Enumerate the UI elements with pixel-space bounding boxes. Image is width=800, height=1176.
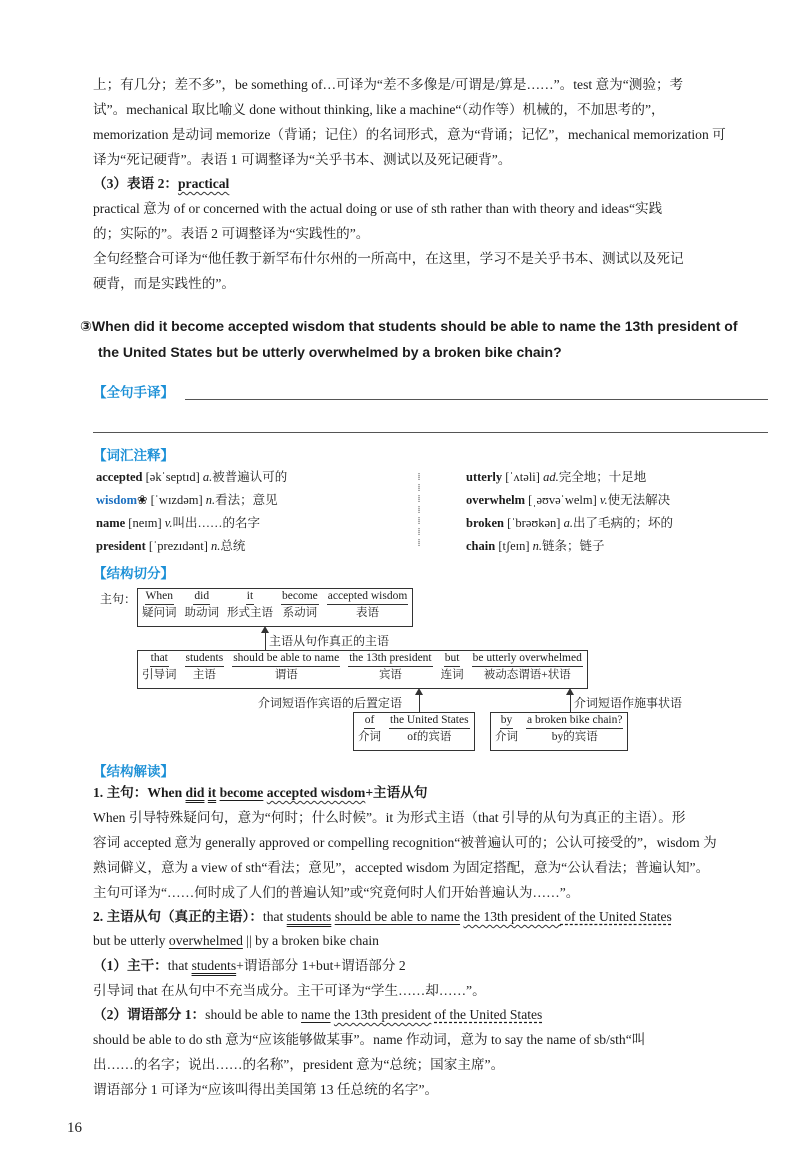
vocab-entry: overwhelm [ˌəʊvəˈwelm] v.使无法解决 <box>466 493 671 507</box>
translation-heading: 【全句手译】 <box>93 385 174 400</box>
intro-line: 全句经整合可译为“他任教于新罕布什尔州的一所高中，在这里，学习不是关乎书本、测试以及死记 <box>93 251 684 266</box>
flower-icon: ❀ <box>136 493 148 507</box>
diagram-cell: When 疑问词 <box>142 590 177 619</box>
diagram-note: 主语从句作真正的主语 <box>269 634 390 648</box>
main-clause-box <box>137 588 413 627</box>
analysis-sub-2: （2）谓语部分 1：should be able to name the 13th president of the United States <box>93 1007 543 1022</box>
intro-line: 试”。mechanical 取比喻义 done without thinking, like a machine“（动作等）机械的，不加思考的”， <box>93 102 665 117</box>
vocab-entry: name [neɪm] v.叫出……的名字 <box>96 516 261 530</box>
vocab-heading: 【词汇注释】 <box>93 448 174 463</box>
intro-line: 的；实际的”。表语 2 可调整译为“实践性的”。 <box>93 226 370 241</box>
analysis-line: 出……的名字；说出……的名称”，president 意为“总统；国家主席”。 <box>93 1057 505 1072</box>
answer-line[interactable] <box>185 399 768 400</box>
intro-line: practical 意为 of or concerned with the actual doing or use of sth rather than with theory and ideas“实践 <box>93 201 663 216</box>
analysis-line: 引导词 that 在从句中不充当成分。主干可译为“学生……却……”。 <box>93 983 486 998</box>
intro-line: 译为“死记硬背”。表语 1 可调整译为“关乎书本、测试以及死记硬背”。 <box>93 152 512 167</box>
analysis-line: but be utterly overwhelmed || by a broken bike chain <box>93 933 379 948</box>
analysis-line: 容词 accepted 意为 generally approved or compelling recognition“被普遍认可的；公认可接受的”，wisdom 为 <box>93 835 717 850</box>
page-number: 16 <box>67 1120 82 1136</box>
vocab-entry: broken [ˈbrəʊkən] a.出了毛病的；坏的 <box>466 516 673 530</box>
arrow-line <box>265 632 266 650</box>
analysis-line: 谓语部分 1 可译为“应该叫得出美国第 13 任总统的名字”。 <box>93 1082 439 1097</box>
diagram-cell: but 连词 <box>440 652 464 681</box>
analysis-line: When 引导特殊疑问句，意为“何时；什么时候”。it 为形式主语（that 引导的从句为真正的主语）。形 <box>93 810 686 825</box>
diagram-cell: that 引导词 <box>142 652 177 681</box>
vocab-entry: president [ˈprezɪdənt] n.总统 <box>96 539 246 553</box>
vocab-entry: wisdom❀ [ˈwɪzdəm] n.看法；意见 <box>96 493 278 507</box>
answer-line[interactable] <box>93 432 768 433</box>
vocab-entry: chain [tʃeɪn] n.链条；链子 <box>466 539 605 553</box>
diagram-cell: the 13th president 宾语 <box>349 652 432 681</box>
diagram-cell: accepted wisdom 表语 <box>327 590 408 619</box>
vocab-divider: ⁞ ⁞ ⁞ ⁞ ⁞ ⁞ ⁞ <box>417 472 421 549</box>
diagram-note: 介词短语作宾语的后置定语 <box>258 696 403 710</box>
diagram-cell: by 介词 <box>495 714 518 743</box>
question-line-1: ③When did it become accepted wisdom that students should be able to name the 13th president of <box>80 318 738 334</box>
by-phrase-box <box>490 712 628 751</box>
analysis-heading-2: 2. 主语从句（真正的主语）：that students should be able to name the 13th president of the United States <box>93 909 672 924</box>
diagram-cell: of 介词 <box>358 714 381 743</box>
main-clause-label: 主句： <box>100 592 137 606</box>
analysis-line: 熟词僻义，意为 a view of sth“看法；意见”，accepted wisdom 为固定搭配，意为“公认看法；普遍认知”。 <box>93 860 710 875</box>
subject-clause-box <box>137 650 588 689</box>
diagram-cell: become 系动词 <box>282 590 318 619</box>
subheading-word: practical <box>177 176 230 191</box>
intro-line: memorization 是动词 memorize（背诵；记住）的名词形式，意为“背诵；记忆”，mechanical memorization 可 <box>93 127 726 142</box>
analysis-heading-1: 1. 主句：When did it become accepted wisdom+主语从句 <box>93 785 428 800</box>
diagram-cell: a broken bike chain? by的宾语 <box>527 714 623 743</box>
analysis-line: 主句可译为“……何时成了人们的普遍认知”或“究竟何时人们开始普遍认为……”。 <box>93 885 580 900</box>
diagram-cell: did 助动词 <box>184 590 219 619</box>
question-line-2: the United States but be utterly overwhelmed by a broken bike chain? <box>98 344 562 360</box>
analysis-sub-1: （1）主干：that students+谓语部分 1+but+谓语部分 2 <box>93 958 406 973</box>
analysis-line: should be able to do sth 意为“应该能够做某事”。name 作动词，意为 to say the name of sb/sth“叫 <box>93 1032 646 1047</box>
intro-line: 上；有几分；差不多”，be something of…可译为“差不多像是/可谓是/算是……”。test 意为“测验；考 <box>93 77 684 92</box>
analysis-heading: 【结构解读】 <box>93 764 174 779</box>
arrow-line <box>419 694 420 712</box>
arrow-line <box>570 694 571 712</box>
diagram-cell: the United States of的宾语 <box>390 714 469 743</box>
intro-line: 硬背，而是实践性的”。 <box>93 276 235 291</box>
subheading-predicative-2 <box>93 172 768 196</box>
diagram-cell: should be able to name 谓语 <box>233 652 340 681</box>
vocab-entry: utterly [ˈʌtəli] ad.完全地；十足地 <box>466 470 647 484</box>
subheading-prefix: （3）表语 2： <box>93 176 178 191</box>
diagram-cell: be utterly overwhelmed 被动态谓语+状语 <box>472 652 582 681</box>
diagram-cell: it 形式主语 <box>227 590 273 619</box>
diagram-note: 介词短语作施事状语 <box>574 696 683 710</box>
vocab-entry: accepted [əkˈseptɪd] a.被普遍认可的 <box>96 470 288 484</box>
diagram-cell: students 主语 <box>185 652 224 681</box>
structure-heading: 【结构切分】 <box>93 566 174 581</box>
of-phrase-box <box>353 712 475 751</box>
